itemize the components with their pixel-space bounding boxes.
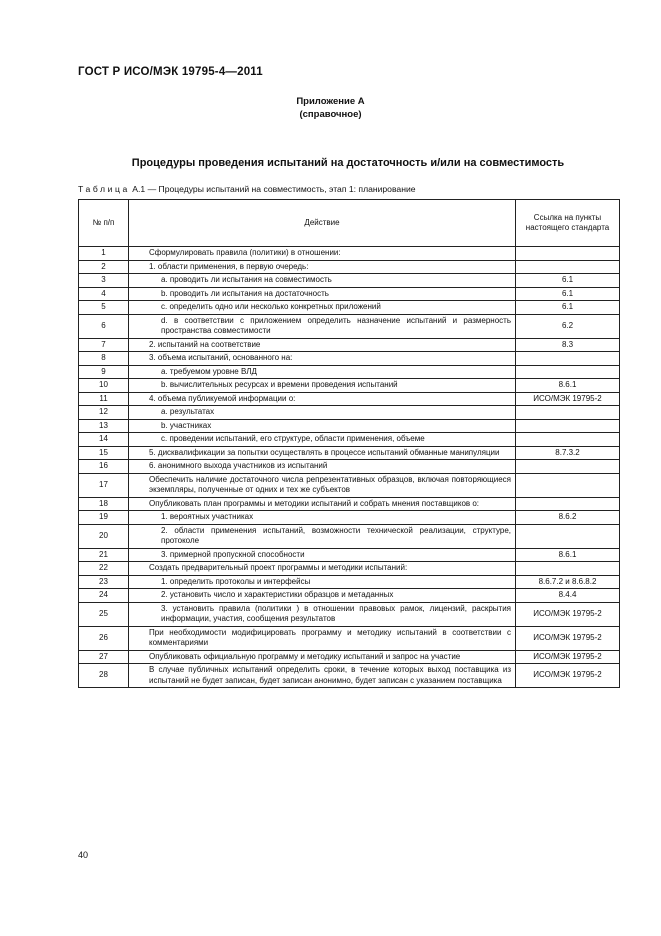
row-action: Опубликовать официальную программу и методику испытаний и запрос на участие	[129, 650, 516, 664]
row-action: a. результатах	[129, 406, 516, 420]
row-action: 1. вероятных участниках	[129, 511, 516, 525]
row-number: 24	[79, 589, 129, 603]
row-reference: 6.2	[516, 314, 620, 338]
row-reference	[516, 497, 620, 511]
table-row	[79, 365, 620, 379]
row-action: c. проведении испытаний, его структуре, области применения, объеме	[129, 433, 516, 447]
row-action: 3. объема испытаний, основанного на:	[129, 352, 516, 366]
section-title: Процедуры проведения испытаний на достаточность и/или на совместимость	[131, 157, 565, 169]
row-number: 8	[79, 352, 129, 366]
row-number: 9	[79, 365, 129, 379]
table-row	[79, 392, 620, 406]
row-reference: 6.1	[516, 274, 620, 288]
row-number: 7	[79, 338, 129, 352]
row-number: 5	[79, 301, 129, 315]
row-reference: 8.3	[516, 338, 620, 352]
row-action: 4. объема публикуемой информации о:	[129, 392, 516, 406]
document-header: ГОСТ Р ИСО/МЭК 19795-4—2011	[78, 66, 263, 78]
row-number: 11	[79, 392, 129, 406]
row-number: 3	[79, 274, 129, 288]
row-number: 19	[79, 511, 129, 525]
table-body	[79, 247, 620, 688]
table-row	[79, 589, 620, 603]
table-row	[79, 287, 620, 301]
row-action: b. проводить ли испытания на достаточность	[129, 287, 516, 301]
table-header-row	[79, 200, 620, 247]
table-row	[79, 664, 620, 688]
row-reference	[516, 524, 620, 548]
row-reference	[516, 473, 620, 497]
row-action: При необходимости модифицировать программу и методику испытаний в соответствии с комментариями	[129, 626, 516, 650]
row-number: 25	[79, 602, 129, 626]
row-number: 10	[79, 379, 129, 393]
row-action: 3. примерной пропускной способности	[129, 548, 516, 562]
table-row	[79, 338, 620, 352]
row-number: 16	[79, 460, 129, 474]
row-reference	[516, 247, 620, 261]
table-row	[79, 301, 620, 315]
procedures-table	[78, 199, 620, 688]
table-row	[79, 473, 620, 497]
row-number: 15	[79, 446, 129, 460]
table-row	[79, 650, 620, 664]
row-action: Обеспечить наличие достаточного числа репрезентативных образцов, включая повторяющиеся экземпляры, полученные от одних и тех же субъектов	[129, 473, 516, 497]
row-number: 20	[79, 524, 129, 548]
row-action: Сформулировать правила (политики) в отношении:	[129, 247, 516, 261]
table-row	[79, 497, 620, 511]
row-number: 12	[79, 406, 129, 420]
row-reference: ИСО/МЭК 19795-2	[516, 626, 620, 650]
row-action: a. проводить ли испытания на совместимость	[129, 274, 516, 288]
row-action: В случае публичных испытаний определить сроки, в течение которых выход поставщика из испытаний не будет записан, будет записан анонимно, будет записан с указанием поставщика	[129, 664, 516, 688]
row-action: Опубликовать план программы и методики испытаний и собрать мнения поставщиков о:	[129, 497, 516, 511]
table-caption-word: Таблица	[78, 184, 130, 194]
row-action: b. участниках	[129, 419, 516, 433]
row-action: 2. области применения испытаний, возможности технической реализации, структуре, протоколе	[129, 524, 516, 548]
row-number: 28	[79, 664, 129, 688]
row-action: 6. анонимного выхода участников из испытаний	[129, 460, 516, 474]
row-reference: ИСО/МЭК 19795-2	[516, 602, 620, 626]
table-row	[79, 575, 620, 589]
table-row	[79, 511, 620, 525]
row-reference	[516, 419, 620, 433]
row-action: 5. дисквалификации за попытки осуществлять в процессе испытаний обманные манипуляции	[129, 446, 516, 460]
table-row	[79, 460, 620, 474]
row-action: 1. определить протоколы и интерфейсы	[129, 575, 516, 589]
row-reference: 6.1	[516, 287, 620, 301]
row-reference: 8.4.4	[516, 589, 620, 603]
row-number: 6	[79, 314, 129, 338]
table-row	[79, 314, 620, 338]
table-row	[79, 433, 620, 447]
row-reference	[516, 406, 620, 420]
row-number: 14	[79, 433, 129, 447]
table-row	[79, 274, 620, 288]
row-reference	[516, 352, 620, 366]
row-action: a. требуемом уровне ВЛД	[129, 365, 516, 379]
row-reference	[516, 562, 620, 576]
table-row	[79, 548, 620, 562]
row-number: 27	[79, 650, 129, 664]
header-action: Действие	[129, 200, 516, 247]
table-row	[79, 406, 620, 420]
row-action: 2. испытаний на соответствие	[129, 338, 516, 352]
row-number: 2	[79, 260, 129, 274]
table-row	[79, 352, 620, 366]
row-number: 4	[79, 287, 129, 301]
row-reference: 6.1	[516, 301, 620, 315]
table-row	[79, 524, 620, 548]
row-action: d. в соответствии с приложением определить назначение испытаний и размерность пространства совместимости	[129, 314, 516, 338]
table-row	[79, 446, 620, 460]
row-reference: 8.7.3.2	[516, 446, 620, 460]
header-number: № п/п	[79, 200, 129, 247]
row-number: 22	[79, 562, 129, 576]
row-number: 13	[79, 419, 129, 433]
table-row	[79, 260, 620, 274]
table-row	[79, 626, 620, 650]
row-reference: ИСО/МЭК 19795-2	[516, 650, 620, 664]
appendix-title: Приложение А	[296, 96, 365, 107]
header-reference: Ссылка на пункты настоящего стандарта	[516, 200, 620, 247]
row-action: 2. установить число и характеристики образцов и метаданных	[129, 589, 516, 603]
row-reference	[516, 365, 620, 379]
row-reference	[516, 433, 620, 447]
row-reference	[516, 460, 620, 474]
row-action: 3. установить правила (политики ) в отношении правовых рамок, лицензий, раскрытия информации, участия, сообщения результатов	[129, 602, 516, 626]
row-action: c. определить одно или несколько конкретных приложений	[129, 301, 516, 315]
row-action: Создать предварительный проект программы и методики испытаний:	[129, 562, 516, 576]
table-row	[79, 379, 620, 393]
row-reference	[516, 260, 620, 274]
row-reference: 8.6.1	[516, 548, 620, 562]
row-action: b. вычислительных ресурсах и времени проведения испытаний	[129, 379, 516, 393]
row-reference: 8.6.1	[516, 379, 620, 393]
row-reference: ИСО/МЭК 19795-2	[516, 392, 620, 406]
appendix-subtitle: (справочное)	[299, 109, 362, 120]
row-reference: 8.6.7.2 и 8.6.8.2	[516, 575, 620, 589]
table-caption-text: А.1 — Процедуры испытаний на совместимость, этап 1: планирование	[129, 184, 416, 194]
table-row	[79, 247, 620, 261]
row-number: 21	[79, 548, 129, 562]
table-row	[79, 602, 620, 626]
table-row	[79, 419, 620, 433]
row-number: 17	[79, 473, 129, 497]
page-number: 40	[78, 850, 89, 860]
row-number: 26	[79, 626, 129, 650]
table-caption	[78, 184, 416, 194]
row-number: 18	[79, 497, 129, 511]
row-number: 23	[79, 575, 129, 589]
row-action: 1. области применения, в первую очередь:	[129, 260, 516, 274]
table-row	[79, 562, 620, 576]
row-reference: 8.6.2	[516, 511, 620, 525]
row-number: 1	[79, 247, 129, 261]
row-reference: ИСО/МЭК 19795-2	[516, 664, 620, 688]
